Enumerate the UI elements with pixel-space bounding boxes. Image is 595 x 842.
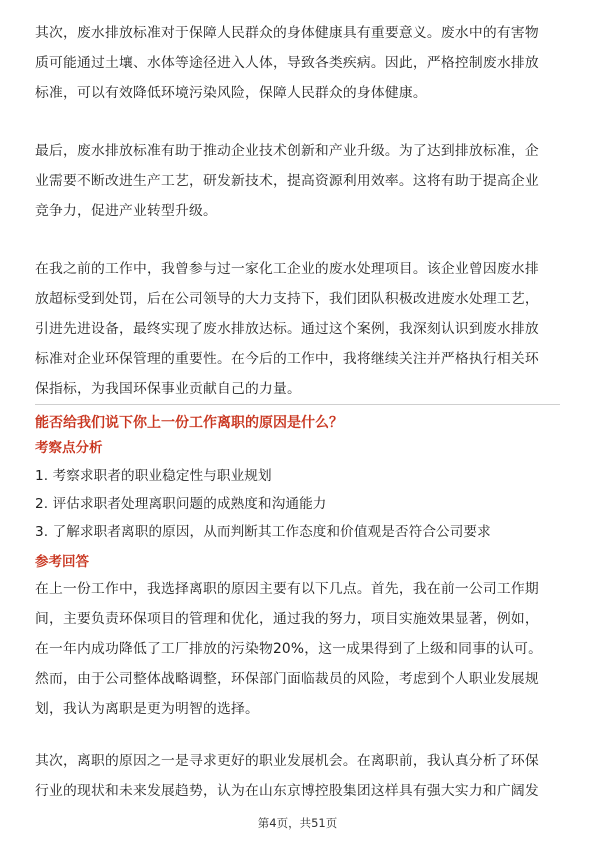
- paragraph-experience: 在我之前的工作中，我曾参与过一家化工企业的废水处理项目。该企业曾因废水排 放超标受到处罚，后在公司领导的大力支持下，我们团队积极改进废水处理工艺， 引进先进设备，最终实现了废水排放达标。通过这个案例，我深刻认识到废水排放 标准对企业环保管理的重要性。在今后的工作中，我将继续关注并严格执行相关环 保指标，为我国环保事业贡献自己的力量。: [35, 261, 539, 397]
- answer-paragraph: 其次，离职的原因之一是寻求更好的职业发展机会。在离职前，我认真分析了环保 行业的现状和未来发展趋势，认为在山东京博控股集团这样具有强大实力和广阔发: [35, 753, 539, 799]
- qa-section: [35, 438, 560, 806]
- paragraph-health: 其次，废水排放标准对于保障人民群众的身体健康具有重要意义。废水中的有害物 质可能通过土壤、水体等途径进入人体，导致各类疾病。因此，严格控制废水排放 标准，可以有效降低环境污染风险，保障人民群众的身体健康。: [35, 25, 539, 101]
- section-divider: [35, 404, 560, 405]
- paragraph-innovation: 最后，废水排放标准有助于推动企业技术创新和产业升级。为了达到排放标准，企 业需要不断改进生产工艺，研发新技术，提高资源利用效率。这将有助于提高企业 竞争力，促进产业转型升级。: [35, 143, 539, 219]
- analysis-heading: 考察点分析: [35, 440, 103, 456]
- interview-question: 能否给我们说下你上一份工作离职的原因是什么？: [35, 415, 343, 431]
- analysis-item: 3. 了解求职者离职的原因，从而判断其工作态度和价值观是否符合公司要求: [35, 524, 491, 540]
- page-number-footer: 第4页，共51页: [257, 816, 338, 830]
- body-text-section: [35, 18, 560, 404]
- analysis-item: 2. 评估求职者处理离职问题的成熟度和沟通能力: [35, 496, 327, 512]
- answer-paragraph: 在上一份工作中，我选择离职的原因主要有以下几点。首先，我在前一公司工作期 间，主要负责环保项目的管理和优化，通过我的努力，项目实施效果显著，例如， 在一年内成功降低了工厂排放的污染物20%，这一成果得到了上级和同事的认可。 然而，由于公司整体战略调整，环保部门面临裁员的风险，考虑到个人职业发展规 划，我认为离职是更为明智的选择。: [35, 581, 543, 717]
- analysis-item: 1. 考察求职者的职业稳定性与职业规划: [35, 468, 272, 484]
- answer-heading: 参考回答: [35, 554, 89, 570]
